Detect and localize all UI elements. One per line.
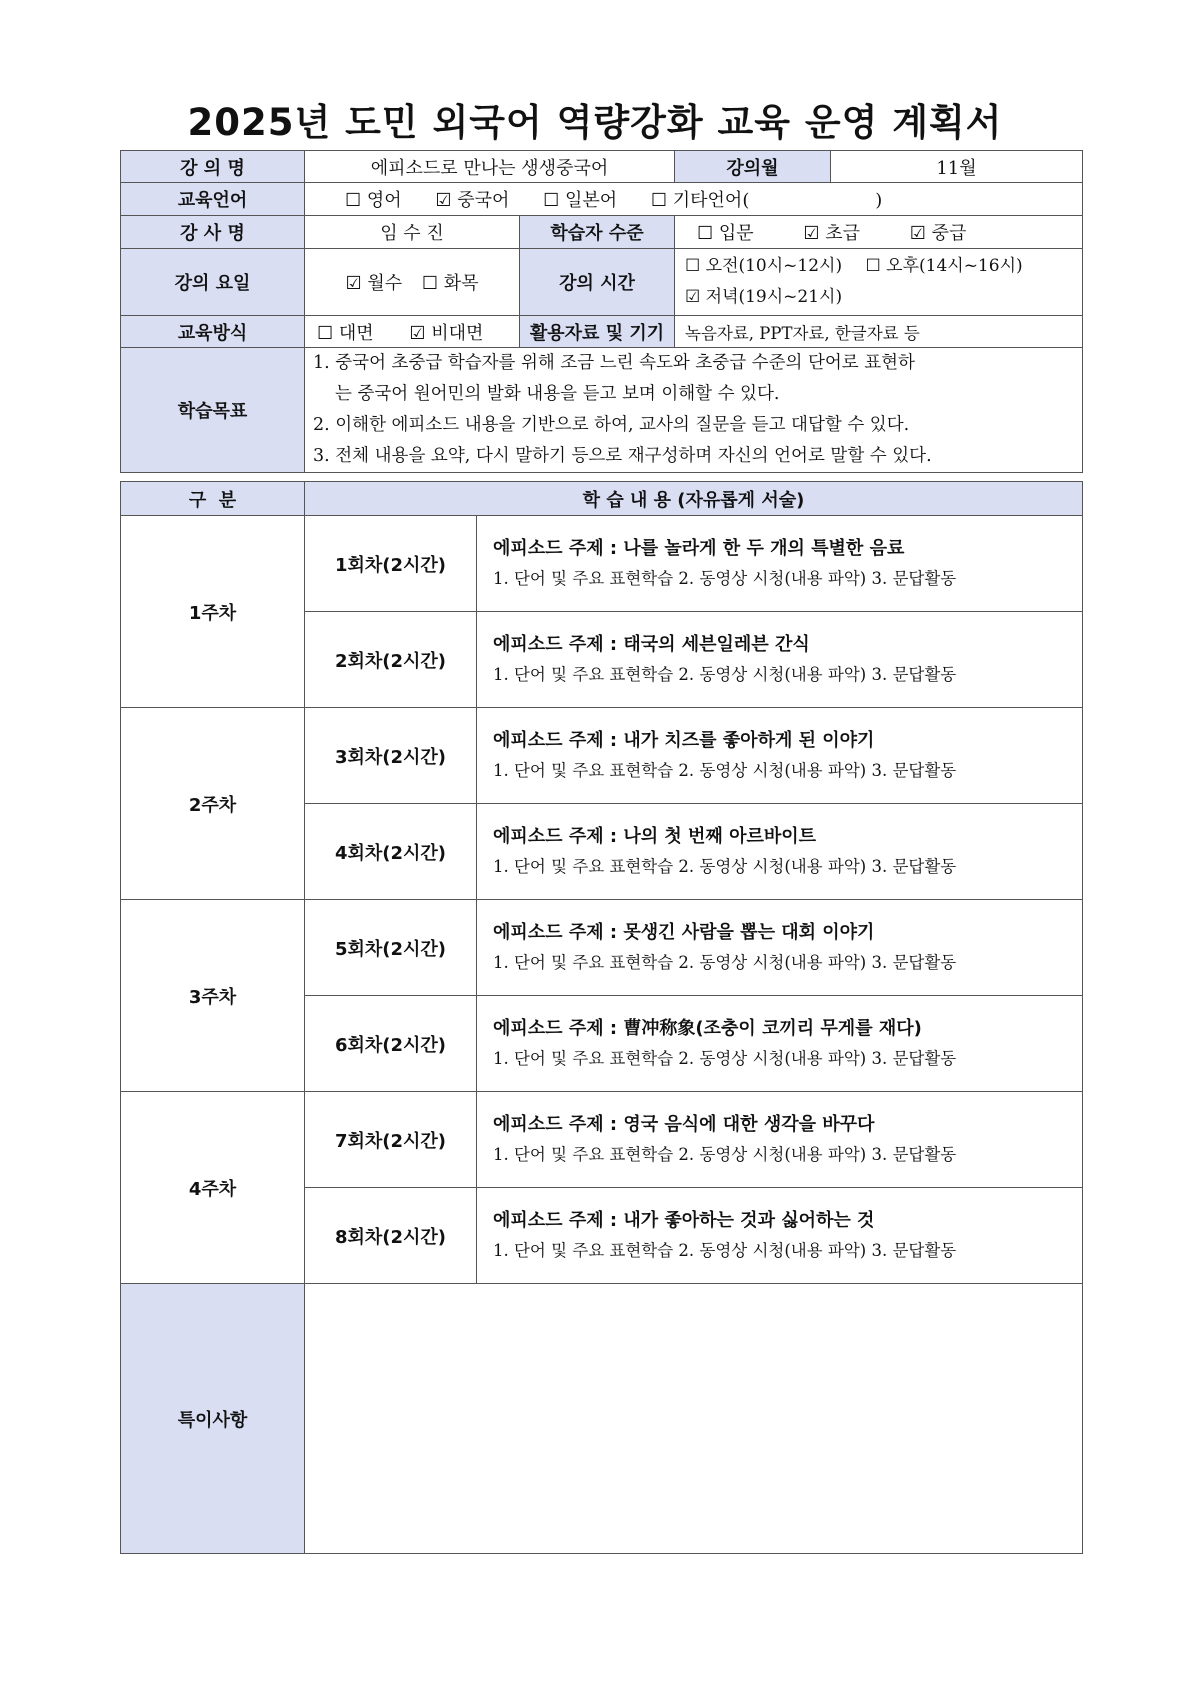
table-row — [121, 900, 1083, 996]
level-option-elementary[interactable]: ☑ 초급 — [803, 223, 861, 244]
materials-label: 활용자료 및 기기 — [520, 316, 675, 348]
week-2-label: 2주차 — [121, 708, 305, 900]
session-6-content — [477, 996, 1083, 1092]
session-6-label: 6회차(2시간) — [305, 996, 477, 1092]
session-4-activity: 1. 단어 및 주요 표현학습 2. 동영상 시청(내용 파악) 3. 문답활동 — [493, 856, 957, 876]
time-option-evening[interactable]: ☑ 저녁(19시~21시) — [685, 287, 843, 307]
goal-item: 2. 이해한 에피소드 내용을 기반으로 하여, 교사의 질문을 듣고 대답할 수 있다. — [313, 415, 910, 435]
materials-value: 녹음자료, PPT자료, 한글자료 등 — [675, 316, 1083, 348]
notes-value[interactable] — [305, 1284, 1083, 1554]
session-3-topic: 에피소드 주제 : 내가 치즈를 좋아하게 된 이야기 — [493, 729, 875, 751]
session-3-label: 3회차(2시간) — [305, 708, 477, 804]
session-8-content — [477, 1188, 1083, 1284]
week-1-label: 1주차 — [121, 516, 305, 708]
table-row — [121, 1092, 1083, 1188]
page-title: 2025년 도민 외국어 역량강화 교육 운영 계획서 — [187, 101, 1003, 144]
session-6-topic: 에피소드 주제 : 曹冲称象(조충이 코끼리 무게를 재다) — [493, 1017, 922, 1039]
session-1-topic: 에피소드 주제 : 나를 놀라게 한 두 개의 특별한 음료 — [493, 537, 905, 559]
session-7-topic: 에피소드 주제 : 영국 음식에 대한 생각을 바꾸다 — [493, 1113, 875, 1135]
header-content: 학 습 내 용 (자유롭게 서술) — [305, 482, 1083, 516]
session-1-content — [477, 516, 1083, 612]
method-option-in-person[interactable]: ☐ 대면 — [317, 322, 374, 344]
session-8-label: 8회차(2시간) — [305, 1188, 477, 1284]
time-label: 강의 시간 — [520, 249, 675, 316]
level-option-intermediate[interactable]: ☑ 중급 — [909, 223, 967, 244]
session-5-label: 5회차(2시간) — [305, 900, 477, 996]
session-8-topic: 에피소드 주제 : 내가 좋아하는 것과 싫어하는 것 — [493, 1209, 875, 1231]
language-option-english[interactable]: ☐ 영어 — [345, 190, 402, 211]
session-4-content — [477, 804, 1083, 900]
time-option-afternoon[interactable]: ☐ 오후(14시~16시) — [865, 256, 1023, 276]
session-7-activity: 1. 단어 및 주요 표현학습 2. 동영상 시청(내용 파악) 3. 문답활동 — [493, 1144, 957, 1164]
level-option-beginner[interactable]: ☐ 입문 — [697, 223, 754, 244]
session-5-content — [477, 900, 1083, 996]
session-3-content — [477, 708, 1083, 804]
session-3-activity: 1. 단어 및 주요 표현학습 2. 동영상 시청(내용 파악) 3. 문답활동 — [493, 760, 957, 780]
goal-item: 는 중국어 원어민의 발화 내용을 듣고 보며 이해할 수 있다. — [335, 384, 780, 404]
learning-plan-table — [120, 481, 1083, 1554]
session-6-activity: 1. 단어 및 주요 표현학습 2. 동영상 시청(내용 파악) 3. 문답활동 — [493, 1048, 957, 1068]
row-course — [121, 151, 1083, 183]
course-info-table — [120, 150, 1083, 473]
session-7-content — [477, 1092, 1083, 1188]
instructor-label: 강 사 명 — [121, 216, 305, 249]
row-goals — [121, 348, 1083, 473]
day-option-tue-thu[interactable]: ☐ 화목 — [421, 273, 479, 294]
goal-list — [305, 348, 1083, 473]
header-division: 구 분 — [121, 482, 305, 516]
session-1-activity: 1. 단어 및 주요 표현학습 2. 동영상 시청(내용 파악) 3. 문답활동 — [493, 568, 957, 588]
session-5-topic: 에피소드 주제 : 못생긴 사람을 뽑는 대회 이야기 — [493, 921, 875, 943]
day-label: 강의 요일 — [121, 249, 305, 316]
week-3-label: 3주차 — [121, 900, 305, 1092]
level-options — [675, 216, 1083, 249]
month-label: 강의월 — [675, 151, 831, 183]
language-label: 교육언어 — [121, 183, 305, 216]
session-2-label: 2회차(2시간) — [305, 612, 477, 708]
session-2-activity: 1. 단어 및 주요 표현학습 2. 동영상 시청(내용 파악) 3. 문답활동 — [493, 664, 957, 684]
method-label: 교육방식 — [121, 316, 305, 348]
session-4-label: 4회차(2시간) — [305, 804, 477, 900]
plan-header-row — [121, 482, 1083, 516]
time-option-morning[interactable]: ☐ 오전(10시~12시) — [685, 256, 843, 276]
table-row — [121, 516, 1083, 612]
language-option-japanese[interactable]: ☐ 일본어 — [543, 190, 618, 211]
week-4-label: 4주차 — [121, 1092, 305, 1284]
row-instructor — [121, 216, 1083, 249]
session-1-label: 1회차(2시간) — [305, 516, 477, 612]
course-value: 에피소드로 만나는 생생중국어 — [305, 151, 675, 183]
session-8-activity: 1. 단어 및 주요 표현학습 2. 동영상 시청(내용 파악) 3. 문답활동 — [493, 1240, 957, 1260]
session-2-topic: 에피소드 주제 : 태국의 세븐일레븐 간식 — [493, 633, 810, 655]
method-option-online[interactable]: ☑ 비대면 — [409, 322, 484, 344]
time-options — [675, 249, 1083, 316]
row-language — [121, 183, 1083, 216]
day-option-mon-wed[interactable]: ☑ 월수 — [345, 273, 403, 294]
goal-label: 학습목표 — [121, 348, 305, 473]
row-method — [121, 316, 1083, 348]
notes-label: 특이사항 — [121, 1284, 305, 1554]
notes-row — [121, 1284, 1083, 1554]
session-5-activity: 1. 단어 및 주요 표현학습 2. 동영상 시청(내용 파악) 3. 문답활동 — [493, 952, 957, 972]
language-option-other[interactable]: ☐ 기타언어( ) — [650, 190, 883, 211]
level-label: 학습자 수준 — [520, 216, 675, 249]
goal-item: 3. 전체 내용을 요약, 다시 말하기 등으로 재구성하며 자신의 언어로 말할 수 있다. — [313, 446, 932, 466]
course-label: 강 의 명 — [121, 151, 305, 183]
instructor-value: 임 수 진 — [305, 216, 520, 249]
language-options — [305, 183, 1083, 216]
table-row — [121, 708, 1083, 804]
goal-item: 1. 중국어 초중급 학습자를 위해 조금 느린 속도와 초중급 수준의 단어로 표현하 — [313, 353, 915, 373]
month-value: 11월 — [831, 151, 1083, 183]
language-option-chinese[interactable]: ☑ 중국어 — [435, 190, 510, 211]
session-2-content — [477, 612, 1083, 708]
day-options — [305, 249, 520, 316]
session-7-label: 7회차(2시간) — [305, 1092, 477, 1188]
method-options — [305, 316, 520, 348]
row-schedule — [121, 249, 1083, 316]
session-4-topic: 에피소드 주제 : 나의 첫 번째 아르바이트 — [493, 825, 817, 847]
